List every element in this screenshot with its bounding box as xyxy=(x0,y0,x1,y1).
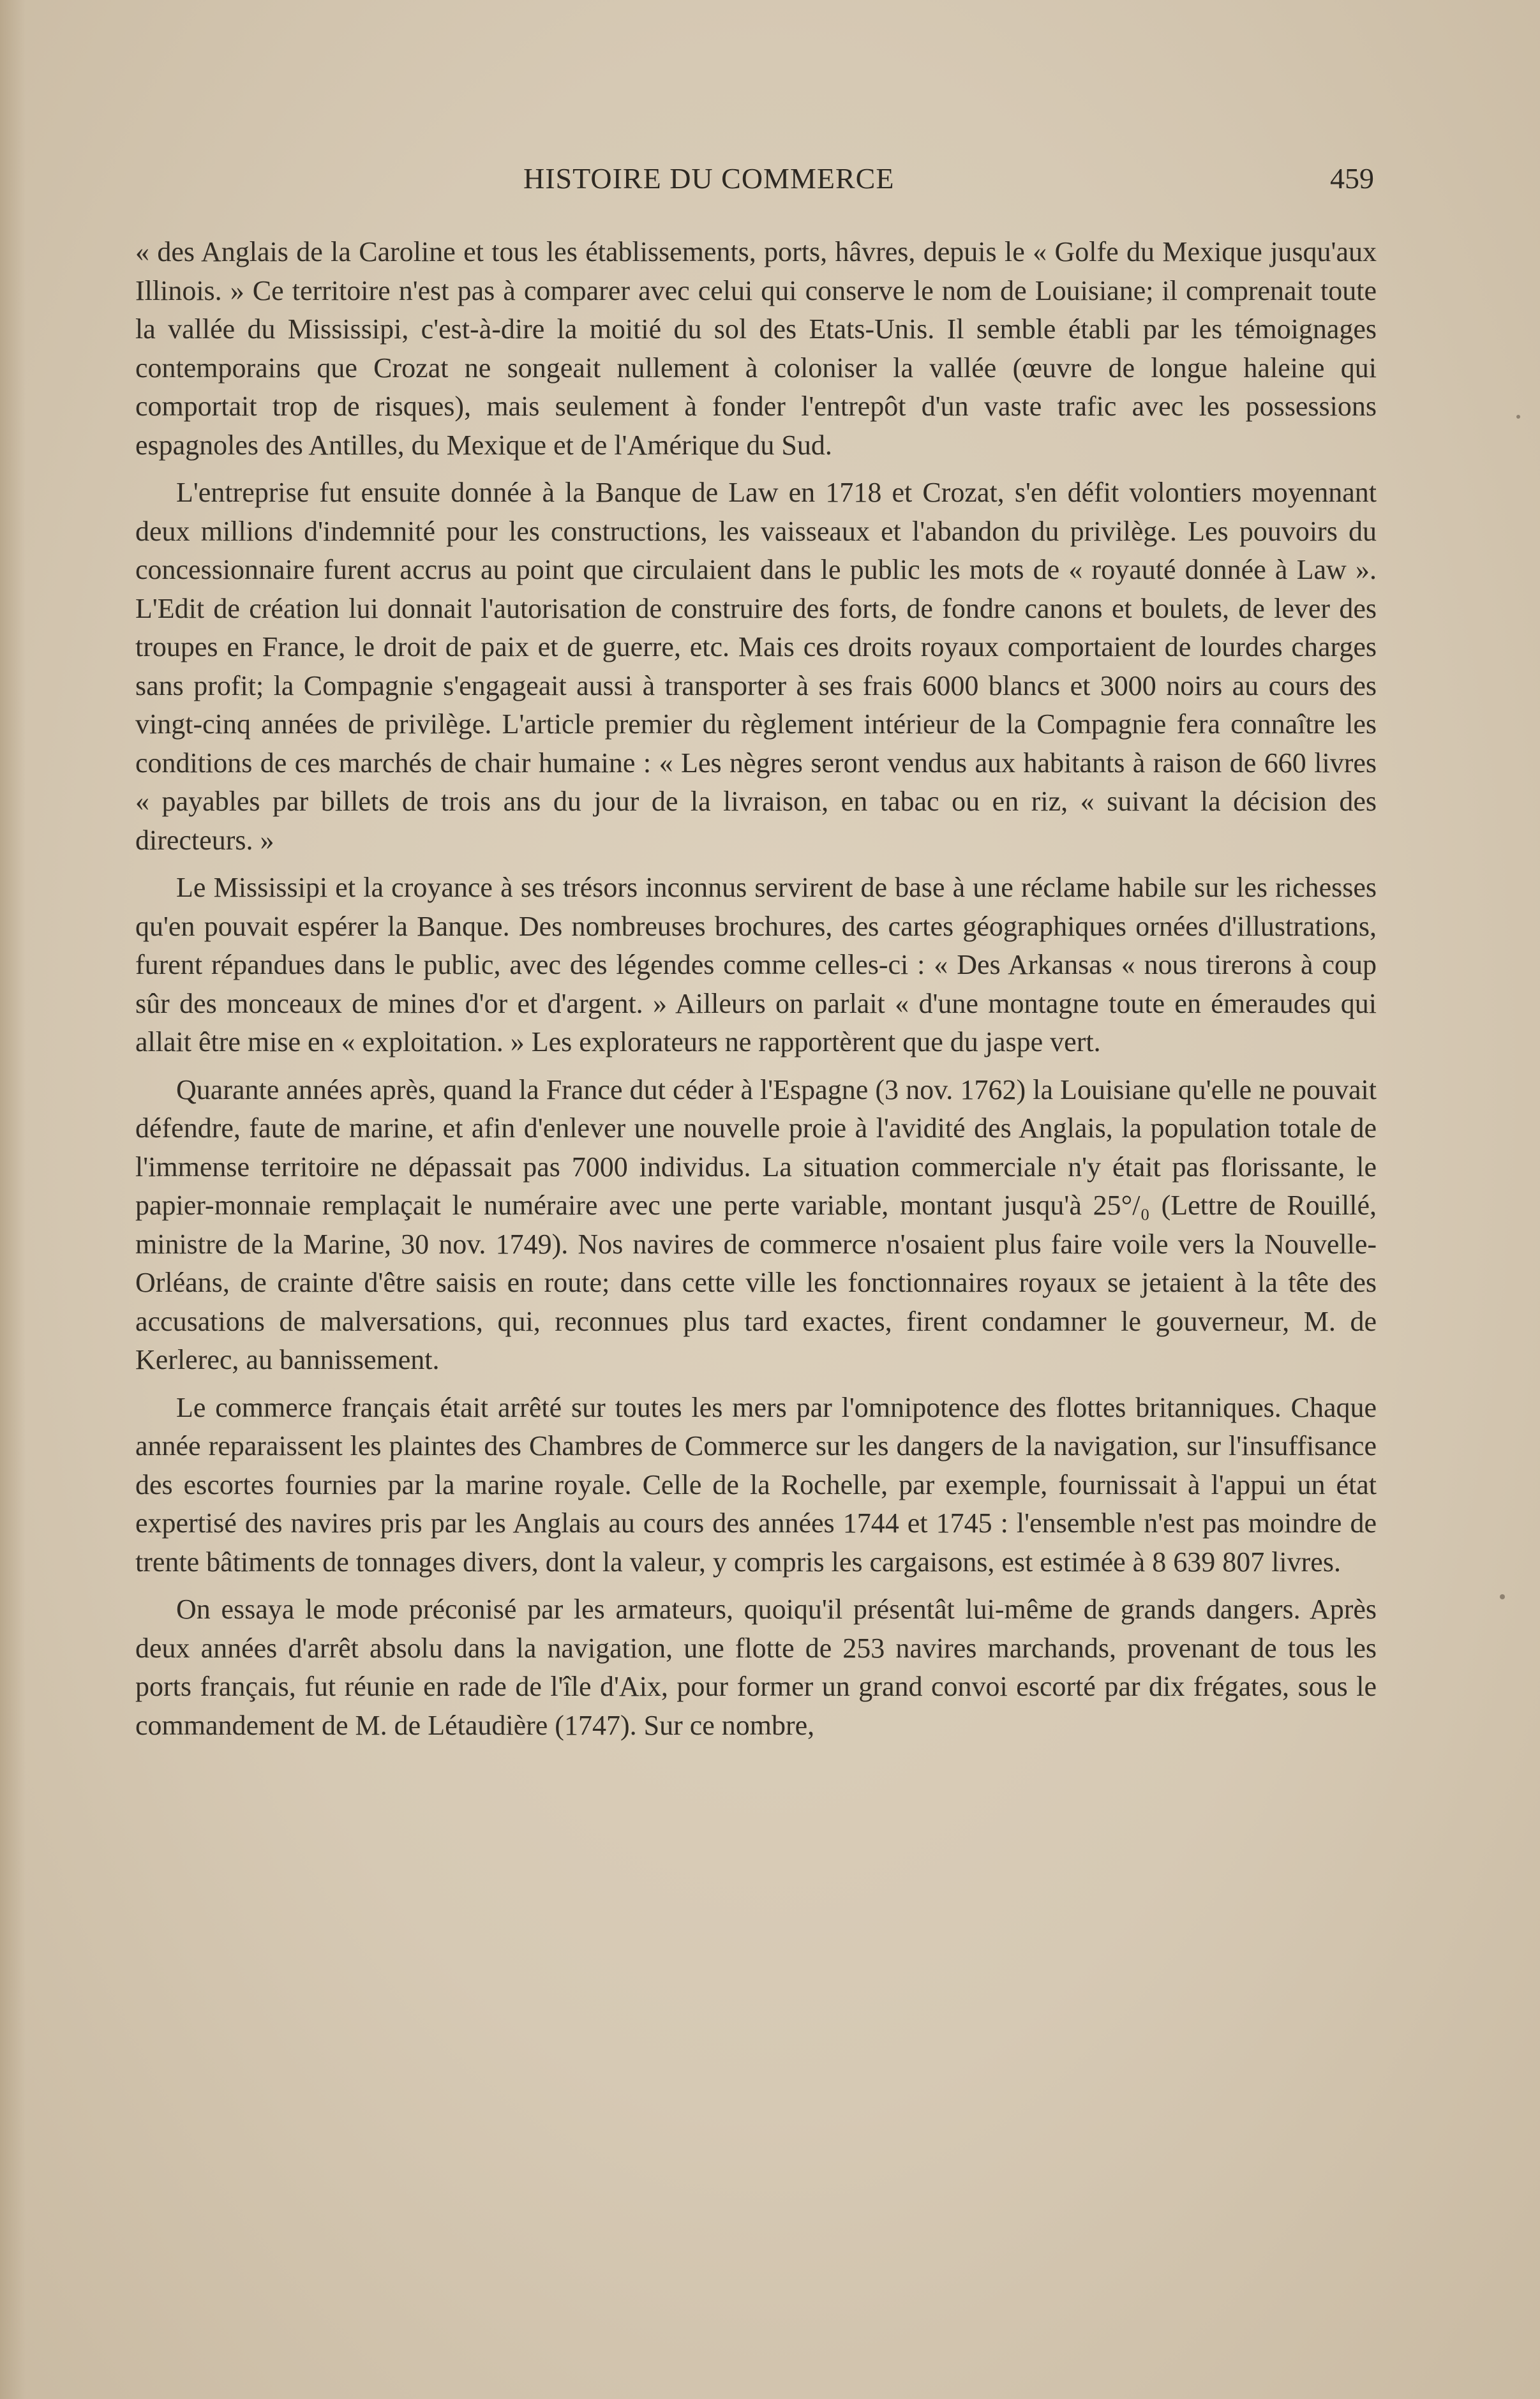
paragraph-1: « des Anglais de la Caroline et tous les établissements, ports, hâvres, depuis le « Golfe du Mexique jusqu'aux Illinois. » Ce territoire n'est pas à comparer avec celui qui conserve le nom de Louisiane; il comprenait toute la vallée du Mississipi, c'est-à-dire la moitié du sol des Etats-Unis. Il semble établi par les témoignages contemporains que Crozat ne songeait nullement à coloniser la vallée (œuvre de longue haleine qui comportait trop de risques), mais seulement à fonder l'entrepôt d'un vaste trafic avec les possessions espagnoles des Antilles, du Mexique et de l'Amérique du Sud. xyxy=(135,236,1377,461)
page-edge-shadow xyxy=(0,0,26,2399)
paragraph-2: L'entreprise fut ensuite donnée à la Banque de Law en 1718 et Crozat, s'en défit volontiers moyennant deux millions d'indemnité pour les constructions, les vaisseaux et l'abandon du privilège. Les pouvoirs du concessionnaire furent accrus au point que circulaient dans le public les mots de « royauté donnée à Law ». L'Edit de création lui donnait l'autorisation de construire des forts, de fondre canons et boulets, de lever des troupes en France, le droit de paix et de guerre, etc. Mais ces droits royaux comportaient de lourdes charges sans profit; la Compagnie s'engageait aussi à transporter à ses frais 6000 blancs et 3000 noirs au cours des vingt-cinq années de privilège. L'article premier du règlement intérieur de la Compagnie fera connaître les conditions de ces marchés de chair humaine : « Les nègres seront vendus aux habitants à raison de 660 livres « payables par billets de trois ans du jour de la livraison, en tabac ou en riz, « suivant la décision des directeurs. » xyxy=(135,477,1377,856)
paper-speck xyxy=(1516,415,1520,419)
paragraph-6: On essaya le mode préconisé par les armateurs, quoiqu'il présentât lui-même de grands dangers. Après deux années d'arrêt absolu dans la navigation, une flotte de 253 navires marchands, provenant de tous les ports français, fut réunie en rade de l'île d'Aix, pour former un grand convoi escorté par dix frégates, sous le commandement de M. de Létaudière (1747). Sur ce nombre, xyxy=(135,1594,1377,1741)
paragraph-3: Le Mississipi et la croyance à ses trésors inconnus servirent de base à une réclame habile sur les richesses qu'en pouvait espérer la Banque. Des nombreuses brochures, des cartes géographiques ornées d'illustrations, furent répandues dans le public, avec des légendes comme celles-ci : « Des Arkansas « nous tirerons à coup sûr des monceaux de mines d'or et d'argent. » Ailleurs on parlait « d'une montagne toute en émeraudes qui allait être mise en « exploitation. » Les explorateurs ne rapportèrent que du jaspe vert. xyxy=(135,872,1377,1058)
page-number: 459 xyxy=(1330,162,1374,195)
paper-speck xyxy=(1500,1594,1505,1599)
body-text xyxy=(135,233,1377,1754)
paragraph-5: Le commerce français était arrêté sur toutes les mers par l'omnipotence des flottes britanniques. Chaque année reparaissent les plaintes des Chambres de Commerce sur les dangers de la navigation, sur l'insuffisance des escortes fournies par la marine royale. Celle de la Rochelle, par exemple, fournissait à l'appui un état expertisé des navires pris par les Anglais au cours des années 1744 et 1745 : l'ensemble n'est pas moindre de trente bâtiments de tonnages divers, dont la valeur, y compris les cargaisons, est estimée à 8 639 807 livres. xyxy=(135,1391,1377,1578)
paragraph-4: Quarante années après, quand la France dut céder à l'Espagne (3 nov. 1762) la Louisiane qu'elle ne pouvait défendre, faute de marine, et afin d'enlever une nouvelle proie à l'avidité des Anglais, la population totale de l'immense territoire ne dépassait pas 7000 individus. La situation commerciale n'y était pas florissante, le papier-monnaie remplaçait le numéraire avec une perte variable, montant jusqu'à 25°/₀ (Lettre de Rouillé, ministre de la Marine, 30 nov. 1749). Nos navires de commerce n'osaient plus faire voile vers la Nouvelle-Orléans, de crainte d'être saisis en route; dans cette ville les fonctionnaires royaux se jetaient à la tête des accusations de malversations, qui, reconnues plus tard exactes, firent condamner le gouverneur, M. de Kerlerec, au bannissement. xyxy=(135,1073,1377,1375)
page-header xyxy=(0,160,1540,198)
running-title: HISTOIRE DU COMMERCE xyxy=(523,162,895,195)
